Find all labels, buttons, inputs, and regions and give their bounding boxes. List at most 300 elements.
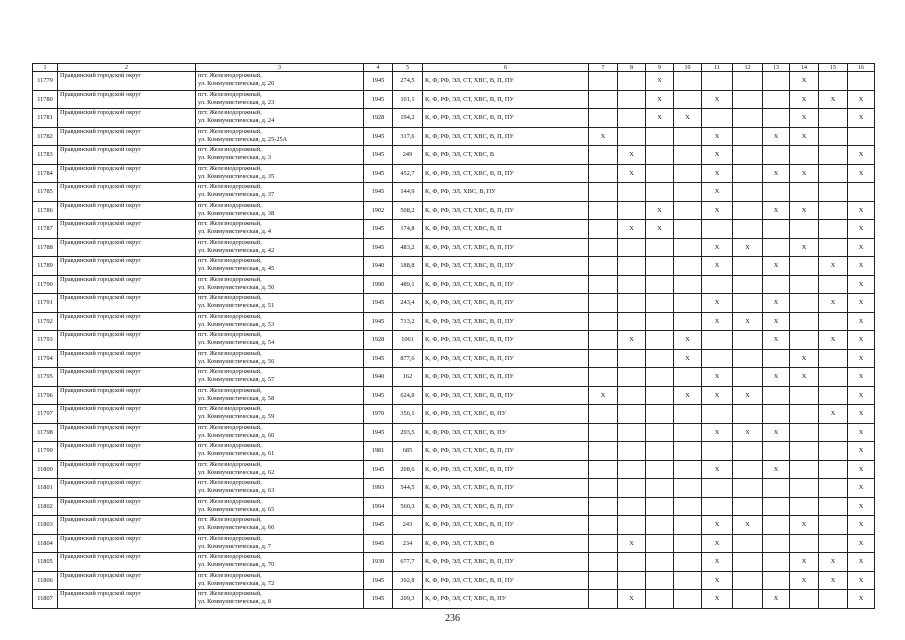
municipality-cell: Правдинский городской округ <box>58 257 196 276</box>
table-row <box>33 405 875 424</box>
mark-cell-col-14 <box>790 423 819 442</box>
mark-cell-col-15 <box>819 238 848 257</box>
mark-cell-col-13 <box>763 90 790 109</box>
mark-cell-col-10 <box>674 127 702 146</box>
mark-cell-col-11 <box>702 497 733 516</box>
mark-cell-col-10: X <box>674 349 702 368</box>
row-id-cell: 11803 <box>33 516 58 535</box>
mark-cell-col-14: X <box>790 238 819 257</box>
mark-cell-col-7: X <box>589 127 618 146</box>
mark-cell-col-8 <box>618 72 646 91</box>
area-cell: 188,8 <box>393 257 423 276</box>
municipality-cell: Правдинский городской округ <box>58 442 196 461</box>
mark-cell-col-7 <box>589 423 618 442</box>
address-cell <box>196 257 364 276</box>
services-cell: К, Ф, РФ, ЭЛ, СТ, ХВС, В, П, ПУ <box>423 201 589 220</box>
mark-cell-col-15 <box>819 460 848 479</box>
services-cell: К, Ф, РФ, ЭЛ, СТ, ХВС, В, П <box>423 220 589 239</box>
mark-cell-col-11: X <box>702 164 733 183</box>
mark-cell-col-14 <box>790 331 819 350</box>
column-number-5: 5 <box>393 64 423 72</box>
mark-cell-col-7 <box>589 460 618 479</box>
services-cell: К, Ф, РФ, ЭЛ, СТ, ХВС, В, П, ПУ <box>423 294 589 313</box>
municipality-cell: Правдинский городской округ <box>58 331 196 350</box>
services-cell: К, Ф, РФ, ЭЛ, СТ, ХВС, В, П, ПУ <box>423 516 589 535</box>
mark-cell-col-13 <box>763 220 790 239</box>
table-row <box>33 183 875 202</box>
mark-cell-col-16: X <box>848 146 875 165</box>
mark-cell-col-16: X <box>848 423 875 442</box>
address-cell <box>196 516 364 535</box>
address-line-street: ул. Коммунистическая, д. 24 <box>198 117 275 124</box>
mark-cell-col-9 <box>646 405 674 424</box>
address-cell <box>196 331 364 350</box>
mark-cell-col-15 <box>819 497 848 516</box>
mark-cell-col-16: X <box>848 442 875 461</box>
services-cell: К, Ф, РФ, ЭЛ, СТ, ХВС, В <box>423 146 589 165</box>
area-cell: 685 <box>393 442 423 461</box>
table-row <box>33 90 875 109</box>
mark-cell-col-15 <box>819 127 848 146</box>
address-cell <box>196 294 364 313</box>
area-cell: 234 <box>393 534 423 553</box>
mark-cell-col-10 <box>674 146 702 165</box>
address-line-settlement: пгт. Железнодорожный, <box>198 534 262 542</box>
mark-cell-col-10: X <box>674 109 702 128</box>
mark-cell-col-13: X <box>763 164 790 183</box>
mark-cell-col-13 <box>763 275 790 294</box>
address-line-street: ул. Коммунистическая, д. 8 <box>198 598 272 605</box>
mark-cell-col-16: X <box>848 571 875 590</box>
mark-cell-col-12: X <box>733 238 763 257</box>
mark-cell-col-12 <box>733 72 763 91</box>
mark-cell-col-9 <box>646 460 674 479</box>
mark-cell-col-14 <box>790 460 819 479</box>
column-number-3: 3 <box>196 64 364 72</box>
services-cell: К, Ф, РФ, ЭЛ, СТ, ХВС, В, П, ПУ <box>423 72 589 91</box>
services-cell: К, Ф, РФ, ЭЛ, СТ, ХВС, В, П, ПУ <box>423 109 589 128</box>
area-cell: 274,5 <box>393 72 423 91</box>
mark-cell-col-15 <box>819 368 848 387</box>
services-cell: К, Ф, РФ, ЭЛ, СТ, ХВС, В, П, ПУ <box>423 497 589 516</box>
year-built-cell: 1981 <box>364 442 393 461</box>
mark-cell-col-7 <box>589 146 618 165</box>
mark-cell-col-9 <box>646 146 674 165</box>
mark-cell-col-12 <box>733 479 763 498</box>
mark-cell-col-8 <box>618 386 646 405</box>
mark-cell-col-16: X <box>848 257 875 276</box>
mark-cell-col-12 <box>733 146 763 165</box>
address-line-settlement: пгт. Железнодорожный, <box>198 331 262 338</box>
mark-cell-col-10 <box>674 423 702 442</box>
municipality-cell: Правдинский городской округ <box>58 516 196 535</box>
mark-cell-col-8 <box>618 497 646 516</box>
mark-cell-col-12 <box>733 368 763 387</box>
year-built-cell: 1945 <box>364 386 393 405</box>
mark-cell-col-12 <box>733 442 763 461</box>
mark-cell-col-11: X <box>702 460 733 479</box>
address-line-settlement: пгт. Железнодорожный, <box>198 183 262 190</box>
municipality-cell: Правдинский городской округ <box>58 72 196 91</box>
year-built-cell: 1945 <box>364 220 393 239</box>
mark-cell-col-11: X <box>702 534 733 553</box>
mark-cell-col-13: X <box>763 590 790 609</box>
mark-cell-col-9 <box>646 238 674 257</box>
mark-cell-col-10 <box>674 479 702 498</box>
mark-cell-col-16: X <box>848 553 875 572</box>
mark-cell-col-16: X <box>848 349 875 368</box>
mark-cell-col-8: X <box>618 331 646 350</box>
mark-cell-col-16 <box>848 72 875 91</box>
column-number-1: 1 <box>33 64 58 72</box>
year-built-cell: 1993 <box>364 479 393 498</box>
mark-cell-col-8 <box>618 312 646 331</box>
mark-cell-col-10 <box>674 590 702 609</box>
row-id-cell: 11807 <box>33 590 58 609</box>
mark-cell-col-7 <box>589 90 618 109</box>
mark-cell-col-13 <box>763 146 790 165</box>
mark-cell-col-15 <box>819 442 848 461</box>
area-cell: 1061 <box>393 331 423 350</box>
mark-cell-col-8 <box>618 516 646 535</box>
mark-cell-col-7 <box>589 164 618 183</box>
table-row <box>33 349 875 368</box>
mark-cell-col-8 <box>618 238 646 257</box>
mark-cell-col-8 <box>618 405 646 424</box>
mark-cell-col-15 <box>819 220 848 239</box>
municipality-cell: Правдинский городской округ <box>58 183 196 202</box>
mark-cell-col-15 <box>819 146 848 165</box>
mark-cell-col-13 <box>763 553 790 572</box>
table-row <box>33 146 875 165</box>
services-cell: К, Ф, РФ, ЭЛ, СТ, ХВС, В, П, ПУ <box>423 442 589 461</box>
mark-cell-col-9 <box>646 386 674 405</box>
services-cell: К, Ф, РФ, ЭЛ, СТ, ХВС, В, П, ПУ <box>423 257 589 276</box>
mark-cell-col-9 <box>646 275 674 294</box>
column-number-header-row <box>33 64 875 72</box>
mark-cell-col-15 <box>819 109 848 128</box>
mark-cell-col-14 <box>790 220 819 239</box>
mark-cell-col-16: X <box>848 220 875 239</box>
table-row <box>33 479 875 498</box>
row-id-cell: 11800 <box>33 460 58 479</box>
area-cell: 243,4 <box>393 294 423 313</box>
mark-cell-col-15: X <box>819 294 848 313</box>
address-line-settlement: пгт. Железнодорожный, <box>198 497 262 505</box>
area-cell: 483,2 <box>393 238 423 257</box>
table-row <box>33 442 875 461</box>
mark-cell-col-11: X <box>702 294 733 313</box>
mark-cell-col-10 <box>674 497 702 516</box>
municipality-cell: Правдинский городской округ <box>58 238 196 257</box>
address-line-street: ул. Коммунистическая, д. 59 <box>198 413 275 420</box>
services-cell: К, Ф, РФ, ЭЛ, СТ, ХВС, В, П, ПУ <box>423 331 589 350</box>
address-line-street: ул. Коммунистическая, д. 38 <box>198 209 275 217</box>
mark-cell-col-13: X <box>763 127 790 146</box>
services-cell: К, Ф, РФ, ЭЛ, СТ, ХВС, В, П, ПУ <box>423 312 589 331</box>
address-cell <box>196 312 364 331</box>
address-cell <box>196 220 364 239</box>
mark-cell-col-7: X <box>589 386 618 405</box>
services-cell: К, Ф, РФ, ЭЛ, СТ, ХВС, В, П, ПУ <box>423 368 589 387</box>
address-line-street: ул. Коммунистическая, д. 50 <box>198 283 275 291</box>
mark-cell-col-14 <box>790 479 819 498</box>
mark-cell-col-7 <box>589 479 618 498</box>
mark-cell-col-13: X <box>763 423 790 442</box>
mark-cell-col-7 <box>589 534 618 553</box>
mark-cell-col-10 <box>674 183 702 202</box>
address-cell <box>196 275 364 294</box>
row-id-cell: 11806 <box>33 571 58 590</box>
column-number-10: 10 <box>674 64 702 72</box>
row-id-cell: 11781 <box>33 109 58 128</box>
mark-cell-col-14: X <box>790 349 819 368</box>
municipality-cell: Правдинский городской округ <box>58 553 196 572</box>
mark-cell-col-12 <box>733 257 763 276</box>
address-line-street: ул. Коммунистическая, д. 35 <box>198 172 275 180</box>
mark-cell-col-7 <box>589 220 618 239</box>
mark-cell-col-13 <box>763 386 790 405</box>
mark-cell-col-16: X <box>848 405 875 424</box>
mark-cell-col-16: X <box>848 479 875 498</box>
address-line-settlement: пгт. Железнодорожный, <box>198 275 262 283</box>
mark-cell-col-9 <box>646 127 674 146</box>
table-row <box>33 312 875 331</box>
mark-cell-col-10 <box>674 257 702 276</box>
mark-cell-col-11: X <box>702 312 733 331</box>
mark-cell-col-11: X <box>702 571 733 590</box>
table-row <box>33 460 875 479</box>
table-row <box>33 516 875 535</box>
services-cell: К, Ф, РФ, ЭЛ, СТ, ХВС, В, ПУ <box>423 405 589 424</box>
year-built-cell: 1945 <box>364 72 393 91</box>
mark-cell-col-14 <box>790 534 819 553</box>
table-row <box>33 220 875 239</box>
mark-cell-col-13: X <box>763 460 790 479</box>
mark-cell-col-8 <box>618 479 646 498</box>
mark-cell-col-7 <box>589 590 618 609</box>
mark-cell-col-12 <box>733 349 763 368</box>
address-cell <box>196 553 364 572</box>
address-line-settlement: пгт. Железнодорожный, <box>198 405 262 412</box>
table-row <box>33 534 875 553</box>
mark-cell-col-8: X <box>618 146 646 165</box>
address-line-settlement: пгт. Железнодорожный, <box>198 146 262 153</box>
municipality-cell: Правдинский городской округ <box>58 534 196 553</box>
area-cell: 356,1 <box>393 405 423 424</box>
address-line-street: ул. Коммунистическая, д. 42 <box>198 246 275 254</box>
year-built-cell: 1994 <box>364 497 393 516</box>
mark-cell-col-14: X <box>790 90 819 109</box>
address-cell <box>196 164 364 183</box>
mark-cell-col-15 <box>819 423 848 442</box>
mark-cell-col-11 <box>702 331 733 350</box>
year-built-cell: 1945 <box>364 349 393 368</box>
mark-cell-col-10 <box>674 553 702 572</box>
mark-cell-col-14 <box>790 183 819 202</box>
mark-cell-col-9 <box>646 442 674 461</box>
services-cell: К, Ф, РФ, ЭЛ, СТ, ХВС, В, П, ПУ <box>423 460 589 479</box>
mark-cell-col-10 <box>674 442 702 461</box>
mark-cell-col-16: X <box>848 109 875 128</box>
address-line-street: ул. Коммунистическая, д. 66 <box>198 524 275 531</box>
address-line-settlement: пгт. Железнодорожный, <box>198 516 262 523</box>
address-cell <box>196 590 364 609</box>
mark-cell-col-9: X <box>646 109 674 128</box>
mark-cell-col-14 <box>790 275 819 294</box>
mark-cell-col-7 <box>589 275 618 294</box>
mark-cell-col-9 <box>646 423 674 442</box>
address-cell <box>196 368 364 387</box>
mark-cell-col-9 <box>646 183 674 202</box>
municipality-cell: Правдинский городской округ <box>58 294 196 313</box>
services-cell: К, Ф, РФ, ЭЛ, СТ, ХВС, В, П, ПУ <box>423 571 589 590</box>
mark-cell-col-14 <box>790 405 819 424</box>
mark-cell-col-15 <box>819 72 848 91</box>
municipality-cell: Правдинский городской округ <box>58 127 196 146</box>
address-line-street: ул. Коммунистическая, д. 60 <box>198 431 275 439</box>
mark-cell-col-8 <box>618 460 646 479</box>
row-id-cell: 11796 <box>33 386 58 405</box>
table-row <box>33 553 875 572</box>
mark-cell-col-9 <box>646 553 674 572</box>
row-id-cell: 11793 <box>33 331 58 350</box>
mark-cell-col-11: X <box>702 146 733 165</box>
mark-cell-col-14: X <box>790 368 819 387</box>
mark-cell-col-12: X <box>733 312 763 331</box>
address-line-street: ул. Коммунистическая, д. 51 <box>198 302 275 309</box>
mark-cell-col-8: X <box>618 534 646 553</box>
year-built-cell: 1945 <box>364 571 393 590</box>
address-line-settlement: пгт. Железнодорожный, <box>198 442 262 449</box>
mark-cell-col-15 <box>819 164 848 183</box>
year-built-cell: 1945 <box>364 183 393 202</box>
mark-cell-col-8 <box>618 257 646 276</box>
row-id-cell: 11798 <box>33 423 58 442</box>
services-cell: К, Ф, РФ, ЭЛ, СТ, ХВС, В, П, ПУ <box>423 479 589 498</box>
address-line-street: ул. Коммунистическая, д. 61 <box>198 450 275 457</box>
mark-cell-col-10 <box>674 571 702 590</box>
mark-cell-col-11: X <box>702 423 733 442</box>
mark-cell-col-10 <box>674 405 702 424</box>
area-cell: 392,8 <box>393 571 423 590</box>
mark-cell-col-8 <box>618 127 646 146</box>
mark-cell-col-8: X <box>618 164 646 183</box>
mark-cell-col-16: X <box>848 386 875 405</box>
row-id-cell: 11795 <box>33 368 58 387</box>
municipality-cell: Правдинский городской округ <box>58 368 196 387</box>
mark-cell-col-10 <box>674 72 702 91</box>
address-cell <box>196 109 364 128</box>
mark-cell-col-7 <box>589 109 618 128</box>
mark-cell-col-16 <box>848 183 875 202</box>
mark-cell-col-15: X <box>819 90 848 109</box>
mark-cell-col-7 <box>589 497 618 516</box>
municipality-cell: Правдинский городской округ <box>58 90 196 109</box>
row-id-cell: 11801 <box>33 479 58 498</box>
mark-cell-col-13: X <box>763 368 790 387</box>
municipality-cell: Правдинский городской округ <box>58 146 196 165</box>
address-cell <box>196 127 364 146</box>
mark-cell-col-16: X <box>848 164 875 183</box>
mark-cell-col-7 <box>589 516 618 535</box>
column-number-6: 6 <box>423 64 589 72</box>
year-built-cell: 1945 <box>364 534 393 553</box>
mark-cell-col-9 <box>646 294 674 313</box>
mark-cell-col-16: X <box>848 331 875 350</box>
services-cell: К, Ф, РФ, ЭЛ, СТ, ХВС, В, П, ПУ <box>423 164 589 183</box>
mark-cell-col-8 <box>618 201 646 220</box>
address-line-street: ул. Коммунистическая, д. 7 <box>198 542 272 550</box>
address-cell <box>196 183 364 202</box>
page-number: 236 <box>445 613 460 624</box>
mark-cell-col-8 <box>618 442 646 461</box>
mark-cell-col-15 <box>819 386 848 405</box>
table-row <box>33 164 875 183</box>
table-row <box>33 571 875 590</box>
mark-cell-col-14 <box>790 312 819 331</box>
row-id-cell: 11790 <box>33 275 58 294</box>
mark-cell-col-11: X <box>702 590 733 609</box>
mark-cell-col-13 <box>763 571 790 590</box>
table-row <box>33 109 875 128</box>
mark-cell-col-15 <box>819 183 848 202</box>
services-cell: К, Ф, РФ, ЭЛ, СТ, ХВС, В, П, ПУ <box>423 90 589 109</box>
year-built-cell: 1940 <box>364 257 393 276</box>
table-row <box>33 423 875 442</box>
municipality-cell: Правдинский городской округ <box>58 312 196 331</box>
municipality-cell: Правдинский городской округ <box>58 460 196 479</box>
address-line-street: ул. Коммунистическая, д. 25-25А <box>198 135 288 143</box>
mark-cell-col-11: X <box>702 201 733 220</box>
area-cell: 544,5 <box>393 479 423 498</box>
mark-cell-col-13 <box>763 516 790 535</box>
area-cell: 317,6 <box>393 127 423 146</box>
municipality-cell: Правдинский городской округ <box>58 405 196 424</box>
mark-cell-col-16: X <box>848 497 875 516</box>
address-line-street: ул. Коммунистическая, д. 23 <box>198 98 275 106</box>
address-line-settlement: пгт. Железнодорожный, <box>198 164 262 172</box>
row-id-cell: 11787 <box>33 220 58 239</box>
area-cell: 194,2 <box>393 109 423 128</box>
mark-cell-col-11: X <box>702 238 733 257</box>
services-cell: К, Ф, РФ, ЭЛ, СТ, ХВС, В, П, ПУ <box>423 127 589 146</box>
year-built-cell: 1928 <box>364 331 393 350</box>
municipality-cell: Правдинский городской округ <box>58 220 196 239</box>
address-line-settlement: пгт. Железнодорожный, <box>198 386 262 394</box>
mark-cell-col-10 <box>674 238 702 257</box>
year-built-cell: 1990 <box>364 275 393 294</box>
mark-cell-col-15: X <box>819 257 848 276</box>
table-row <box>33 294 875 313</box>
municipality-cell: Правдинский городской округ <box>58 349 196 368</box>
mark-cell-col-12 <box>733 405 763 424</box>
services-cell: К, Ф, РФ, ЭЛ, СТ, ХВС, В, П, ПУ <box>423 553 589 572</box>
address-line-street: ул. Коммунистическая, д. 4 <box>198 228 272 235</box>
row-id-cell: 11786 <box>33 201 58 220</box>
mark-cell-col-12 <box>733 331 763 350</box>
mark-cell-col-11: X <box>702 386 733 405</box>
mark-cell-col-16: X <box>848 460 875 479</box>
mark-cell-col-9 <box>646 516 674 535</box>
address-line-settlement: пгт. Железнодорожный, <box>198 72 262 79</box>
mark-cell-col-9 <box>646 479 674 498</box>
year-built-cell: 1945 <box>364 127 393 146</box>
address-line-settlement: пгт. Железнодорожный, <box>198 423 262 431</box>
mark-cell-col-9 <box>646 590 674 609</box>
address-line-settlement: пгт. Железнодорожный, <box>198 90 262 98</box>
address-line-settlement: пгт. Железнодорожный, <box>198 460 262 468</box>
